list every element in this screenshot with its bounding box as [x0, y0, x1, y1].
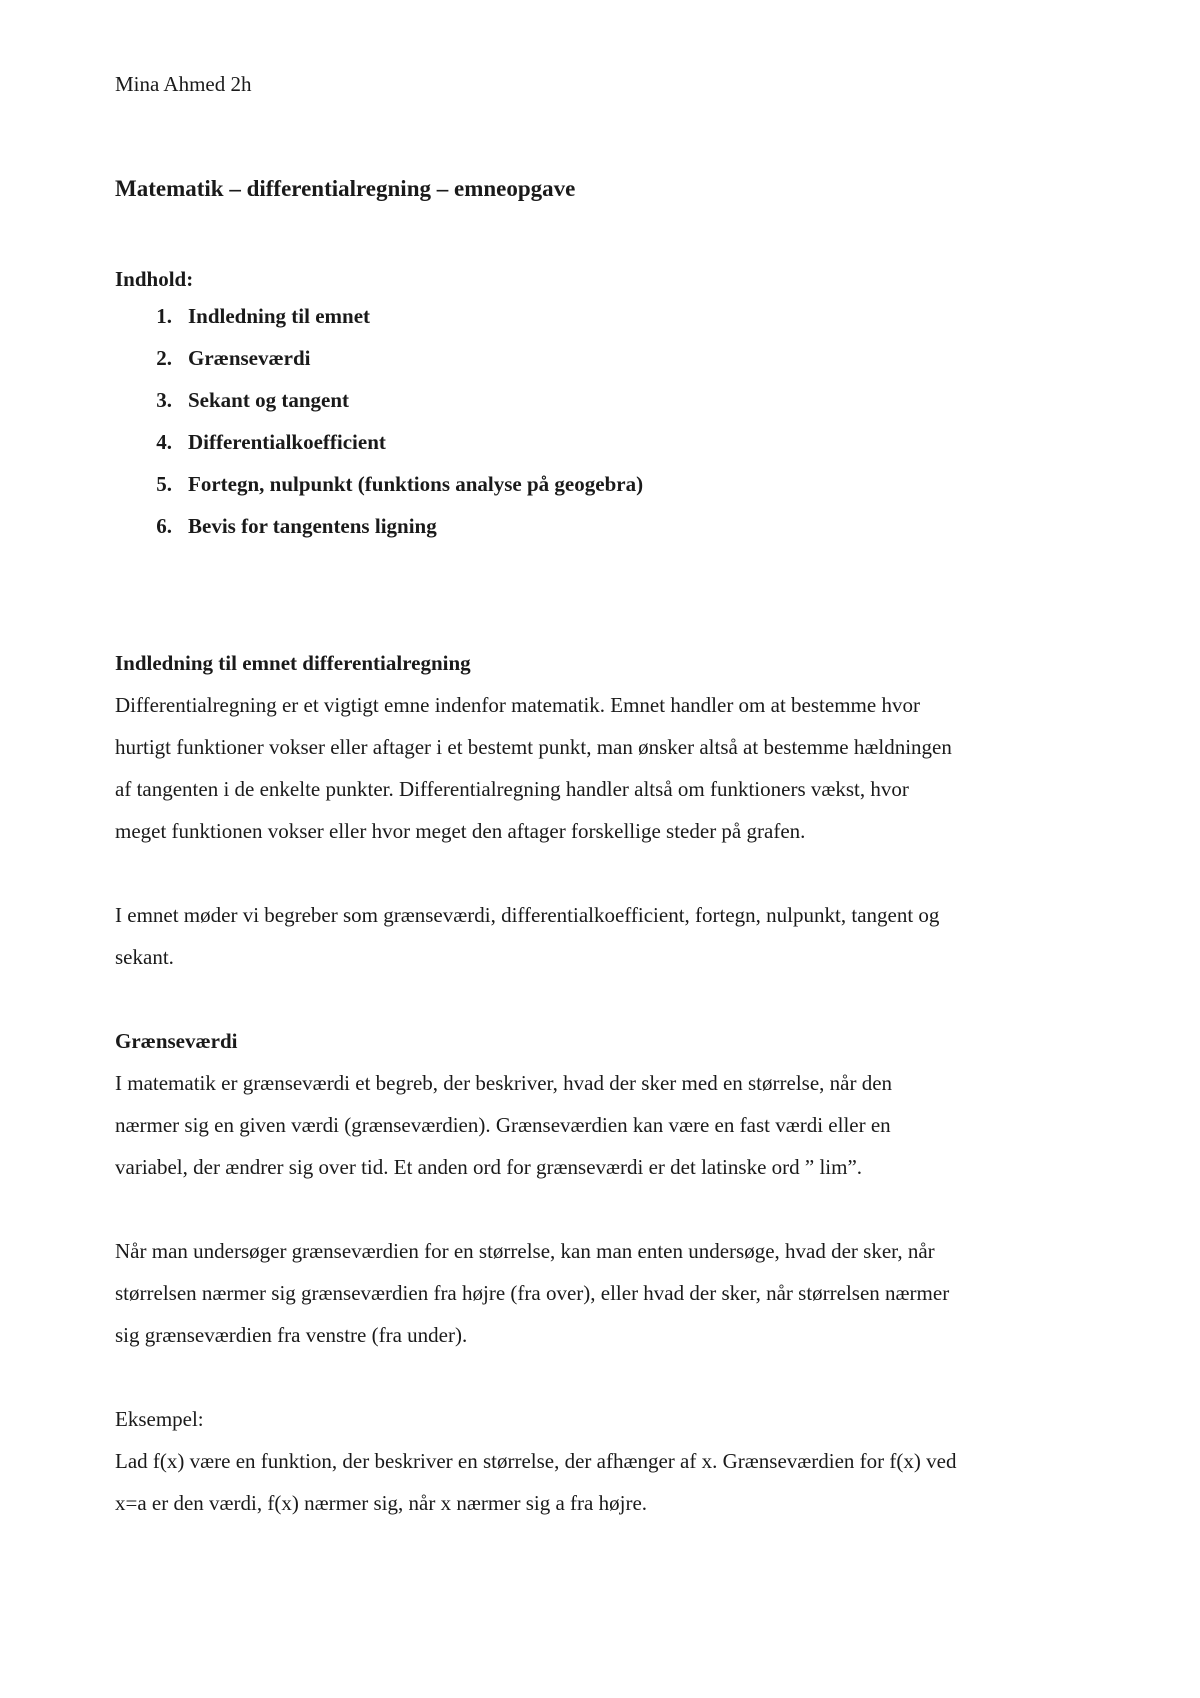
text-line: størrelsen nærmer sig grænseværdien fra højre (fra over), eller hvad der sker, når størrelsen nærmer	[115, 1281, 950, 1305]
toc-item-label: Sekant og tangent	[188, 388, 350, 412]
toc-item-label: Grænseværdi	[188, 346, 311, 370]
toc-item-number: 1.	[156, 304, 172, 328]
text-line: I emnet møder vi begreber som grænseværdi, differentialkoefficient, fortegn, nulpunkt, tangent og	[115, 903, 940, 927]
table-of-contents	[115, 304, 643, 556]
text-line: nærmer sig en given værdi (grænseværdien). Grænseværdien kan være en fast værdi eller en	[115, 1113, 891, 1137]
toc-item	[115, 430, 643, 472]
toc-item-number: 4.	[156, 430, 172, 454]
limit-section	[115, 1020, 1105, 1524]
intro-paragraph-2	[115, 894, 1105, 978]
text-line: Når man undersøger grænseværdien for en størrelse, kan man enten undersøge, hvad der sker, når	[115, 1239, 935, 1263]
limit-paragraph-2	[115, 1230, 1105, 1356]
toc-item-label: Indledning til emnet	[188, 304, 371, 328]
limit-paragraph-3	[115, 1440, 1105, 1524]
toc-item-number: 6.	[156, 514, 172, 538]
example-label	[115, 1398, 1105, 1440]
text-line: Differentialregning er et vigtigt emne indenfor matematik. Emnet handler om at bestemme hvor	[115, 693, 920, 717]
toc-item-number: 3.	[156, 388, 172, 412]
toc-item	[115, 304, 643, 346]
intro-heading: Indledning til emnet differentialregning	[115, 651, 471, 675]
text-line: Eksempel:	[115, 1407, 204, 1431]
document-title: Matematik – differentialregning – emneopgave	[115, 176, 576, 201]
text-line: meget funktionen vokser eller hvor meget den aftager forskellige steder på grafen.	[115, 819, 806, 843]
text-line: sekant.	[115, 945, 174, 969]
text-line: Lad f(x) være en funktion, der beskriver en størrelse, der afhænger af x. Grænseværdien for f(x) ved	[115, 1449, 957, 1473]
toc-item-number: 2.	[156, 346, 172, 370]
text-line: I matematik er grænseværdi et begreb, der beskriver, hvad der sker med en størrelse, når den	[115, 1071, 893, 1095]
text-line: hurtigt funktioner vokser eller aftager i et bestemt punkt, man ønsker altså at bestemme hældningen	[115, 735, 952, 759]
toc-item	[115, 388, 643, 430]
limit-heading: Grænseværdi	[115, 1029, 238, 1053]
text-line: variabel, der ændrer sig over tid. Et anden ord for grænseværdi er det latinske ord ” lim”.	[115, 1155, 863, 1179]
toc-heading: Indhold:	[115, 267, 194, 291]
text-line: af tangenten i de enkelte punkter. Differentialregning handler altså om funktioners vækst, hvor	[115, 777, 909, 801]
text-line: x=a er den værdi, f(x) nærmer sig, når x nærmer sig a fra højre.	[115, 1491, 648, 1515]
toc-item-number: 5.	[156, 472, 172, 496]
intro-section	[115, 642, 1105, 978]
intro-paragraph-1	[115, 684, 1105, 852]
toc-item-label: Differentialkoefficient	[188, 430, 386, 454]
toc-item	[115, 472, 643, 514]
author-line: Mina Ahmed 2h	[115, 72, 252, 96]
toc-item	[115, 514, 643, 556]
text-line: sig grænseværdien fra venstre (fra under).	[115, 1323, 468, 1347]
toc-item-label: Bevis for tangentens ligning	[188, 514, 437, 538]
toc-item-label: Fortegn, nulpunkt (funktions analyse på geogebra)	[188, 472, 644, 496]
toc-item	[115, 346, 643, 388]
limit-paragraph-1	[115, 1062, 1105, 1188]
